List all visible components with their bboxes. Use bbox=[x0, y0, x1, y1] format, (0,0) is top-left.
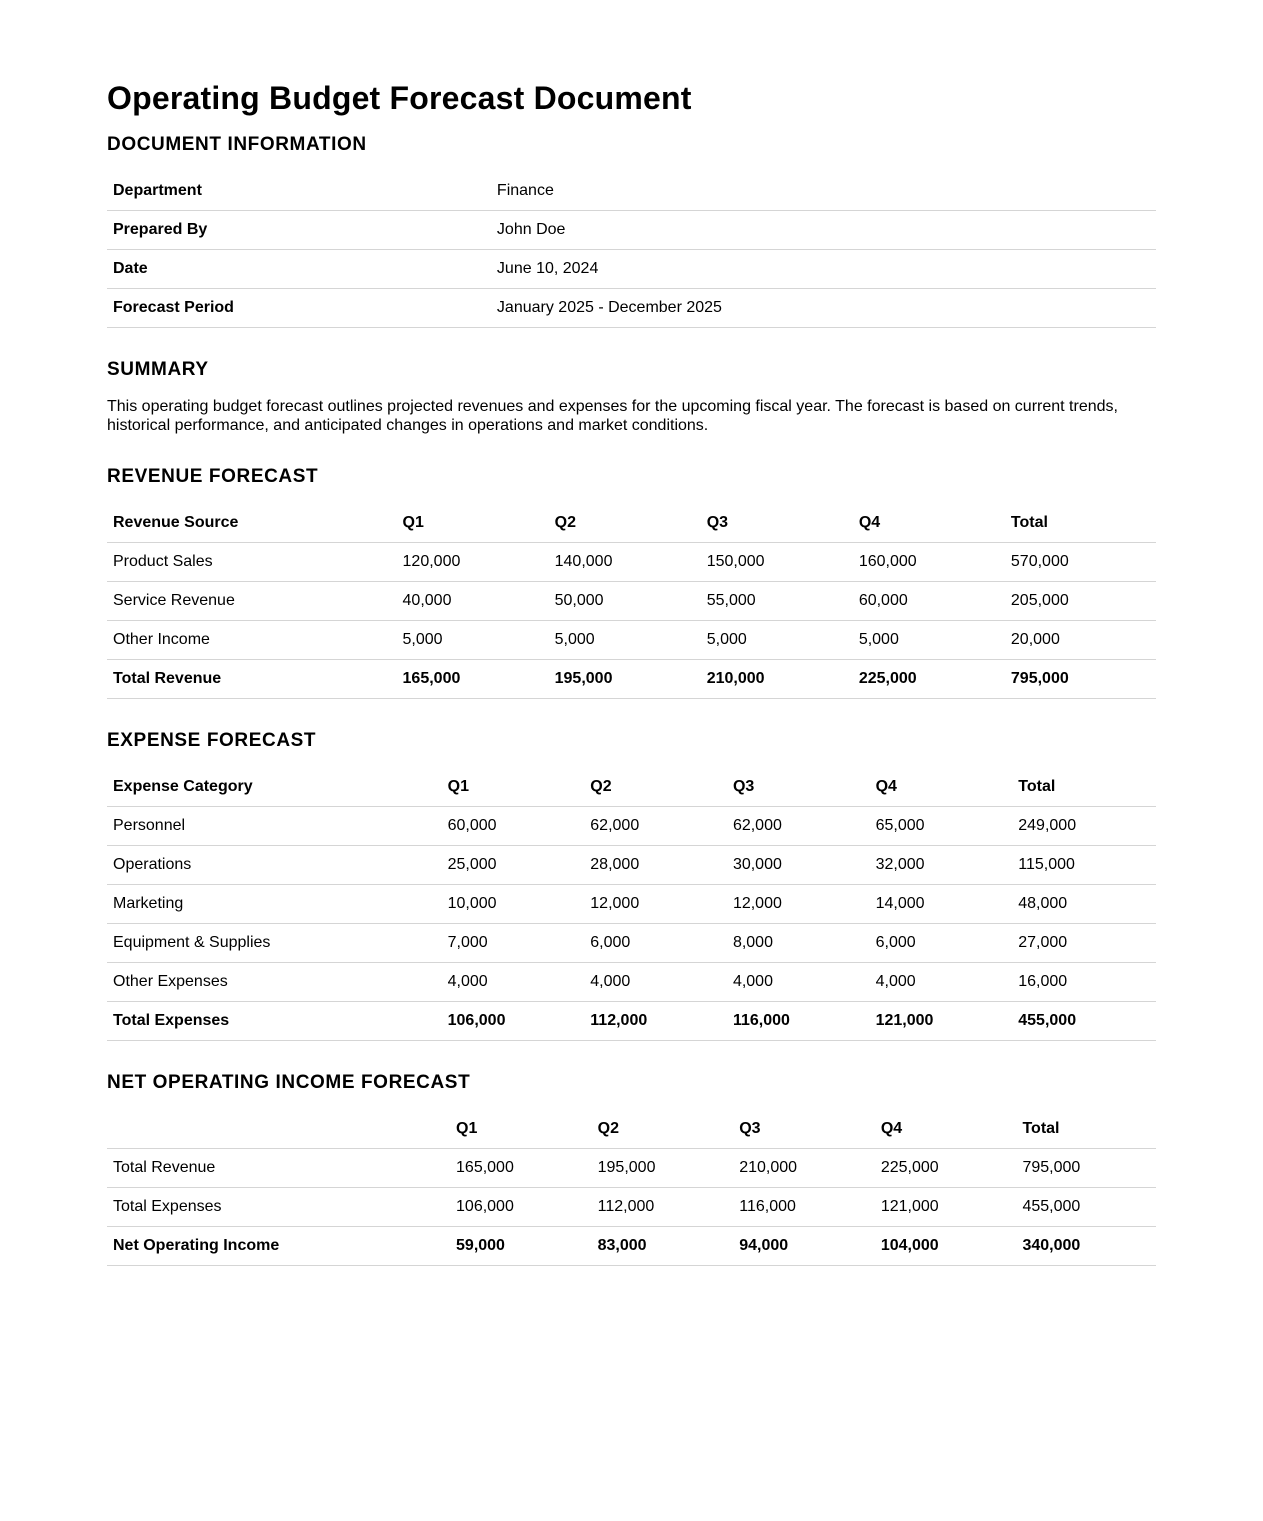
cell-value: 455,000 bbox=[1012, 1002, 1156, 1041]
row-label: Total Expenses bbox=[107, 1188, 450, 1227]
row-label: Total Revenue bbox=[107, 1149, 450, 1188]
cell-value: 55,000 bbox=[701, 582, 853, 621]
info-label: Prepared By bbox=[107, 211, 491, 250]
expense-forecast-heading: EXPENSE FORECAST bbox=[107, 730, 317, 751]
row-label: Operations bbox=[107, 846, 442, 885]
cell-value: 7,000 bbox=[442, 924, 585, 963]
cell-value: 28,000 bbox=[584, 846, 727, 885]
total-row bbox=[107, 1002, 1156, 1041]
cell-value: 32,000 bbox=[870, 846, 1013, 885]
row-label: Marketing bbox=[107, 885, 442, 924]
info-value: January 2025 - December 2025 bbox=[491, 289, 1156, 328]
table-row bbox=[107, 807, 1156, 846]
column-header: Q1 bbox=[397, 504, 549, 543]
cell-value: 340,000 bbox=[1016, 1227, 1156, 1266]
column-header: Q3 bbox=[727, 768, 870, 807]
table-row bbox=[107, 1149, 1156, 1188]
total-row bbox=[107, 1227, 1156, 1266]
cell-value: 12,000 bbox=[727, 885, 870, 924]
row-label: Equipment & Supplies bbox=[107, 924, 442, 963]
cell-value: 40,000 bbox=[397, 582, 549, 621]
net-operating-income-heading: NET OPERATING INCOME FORECAST bbox=[107, 1072, 471, 1093]
cell-value: 106,000 bbox=[450, 1188, 592, 1227]
cell-value: 94,000 bbox=[733, 1227, 875, 1266]
column-header: Q1 bbox=[442, 768, 585, 807]
expense-forecast-table bbox=[107, 768, 1156, 1041]
revenue-forecast-heading: REVENUE FORECAST bbox=[107, 466, 319, 487]
cell-value: 8,000 bbox=[727, 924, 870, 963]
summary-heading: SUMMARY bbox=[107, 359, 209, 380]
cell-value: 165,000 bbox=[450, 1149, 592, 1188]
total-row bbox=[107, 660, 1156, 699]
cell-value: 5,000 bbox=[397, 621, 549, 660]
cell-value: 116,000 bbox=[727, 1002, 870, 1041]
column-header-empty bbox=[107, 1110, 450, 1149]
cell-value: 140,000 bbox=[549, 543, 701, 582]
cell-value: 112,000 bbox=[584, 1002, 727, 1041]
cell-value: 570,000 bbox=[1005, 543, 1156, 582]
column-header: Q3 bbox=[701, 504, 853, 543]
cell-value: 205,000 bbox=[1005, 582, 1156, 621]
section-expense-forecast bbox=[107, 729, 1156, 1041]
cell-value: 60,000 bbox=[853, 582, 1005, 621]
cell-value: 106,000 bbox=[442, 1002, 585, 1041]
cell-value: 4,000 bbox=[870, 963, 1013, 1002]
table-row bbox=[107, 846, 1156, 885]
row-label: Other Income bbox=[107, 621, 397, 660]
row-label: Other Expenses bbox=[107, 963, 442, 1002]
cell-value: 795,000 bbox=[1005, 660, 1156, 699]
table-row bbox=[107, 963, 1156, 1002]
cell-value: 10,000 bbox=[442, 885, 585, 924]
column-header: Q3 bbox=[733, 1110, 875, 1149]
cell-value: 30,000 bbox=[727, 846, 870, 885]
column-header: Revenue Source bbox=[107, 504, 397, 543]
table-header-row bbox=[107, 1110, 1156, 1149]
info-row-forecast-period bbox=[107, 289, 1156, 328]
cell-value: 104,000 bbox=[875, 1227, 1017, 1266]
document-information-heading: DOCUMENT INFORMATION bbox=[107, 134, 367, 155]
cell-value: 195,000 bbox=[592, 1149, 734, 1188]
cell-value: 62,000 bbox=[584, 807, 727, 846]
cell-value: 5,000 bbox=[549, 621, 701, 660]
cell-value: 83,000 bbox=[592, 1227, 734, 1266]
cell-value: 25,000 bbox=[442, 846, 585, 885]
column-header: Total bbox=[1016, 1110, 1156, 1149]
section-net-operating-income-forecast bbox=[107, 1071, 1156, 1266]
cell-value: 4,000 bbox=[727, 963, 870, 1002]
row-label: Total Expenses bbox=[107, 1002, 442, 1041]
cell-value: 116,000 bbox=[733, 1188, 875, 1227]
table-row bbox=[107, 885, 1156, 924]
cell-value: 6,000 bbox=[584, 924, 727, 963]
row-label: Product Sales bbox=[107, 543, 397, 582]
cell-value: 210,000 bbox=[701, 660, 853, 699]
cell-value: 62,000 bbox=[727, 807, 870, 846]
row-label: Net Operating Income bbox=[107, 1227, 450, 1266]
table-row bbox=[107, 621, 1156, 660]
column-header: Q4 bbox=[853, 504, 1005, 543]
cell-value: 48,000 bbox=[1012, 885, 1156, 924]
cell-value: 59,000 bbox=[450, 1227, 592, 1266]
table-row bbox=[107, 582, 1156, 621]
cell-value: 120,000 bbox=[397, 543, 549, 582]
info-row-department bbox=[107, 172, 1156, 211]
info-label: Forecast Period bbox=[107, 289, 491, 328]
cell-value: 249,000 bbox=[1012, 807, 1156, 846]
table-row bbox=[107, 1188, 1156, 1227]
column-header: Q2 bbox=[549, 504, 701, 543]
column-header: Q2 bbox=[584, 768, 727, 807]
cell-value: 4,000 bbox=[442, 963, 585, 1002]
table-header-row bbox=[107, 768, 1156, 807]
column-header: Q1 bbox=[450, 1110, 592, 1149]
section-document-information bbox=[107, 133, 1156, 328]
cell-value: 225,000 bbox=[875, 1149, 1017, 1188]
cell-value: 160,000 bbox=[853, 543, 1005, 582]
column-header: Total bbox=[1012, 768, 1156, 807]
info-row-prepared-by bbox=[107, 211, 1156, 250]
section-revenue-forecast bbox=[107, 465, 1156, 699]
cell-value: 27,000 bbox=[1012, 924, 1156, 963]
cell-value: 5,000 bbox=[853, 621, 1005, 660]
cell-value: 121,000 bbox=[870, 1002, 1013, 1041]
column-header: Q4 bbox=[875, 1110, 1017, 1149]
table-row bbox=[107, 543, 1156, 582]
section-summary bbox=[107, 358, 1156, 435]
page-title: Operating Budget Forecast Document bbox=[107, 80, 692, 116]
cell-value: 115,000 bbox=[1012, 846, 1156, 885]
cell-value: 121,000 bbox=[875, 1188, 1017, 1227]
info-label: Date bbox=[107, 250, 491, 289]
cell-value: 6,000 bbox=[870, 924, 1013, 963]
row-label: Personnel bbox=[107, 807, 442, 846]
column-header: Q4 bbox=[870, 768, 1013, 807]
cell-value: 5,000 bbox=[701, 621, 853, 660]
cell-value: 225,000 bbox=[853, 660, 1005, 699]
cell-value: 210,000 bbox=[733, 1149, 875, 1188]
cell-value: 60,000 bbox=[442, 807, 585, 846]
cell-value: 165,000 bbox=[397, 660, 549, 699]
cell-value: 112,000 bbox=[592, 1188, 734, 1227]
table-header-row bbox=[107, 504, 1156, 543]
info-label: Department bbox=[107, 172, 491, 211]
revenue-forecast-table bbox=[107, 504, 1156, 699]
cell-value: 455,000 bbox=[1016, 1188, 1156, 1227]
cell-value: 4,000 bbox=[584, 963, 727, 1002]
row-label: Service Revenue bbox=[107, 582, 397, 621]
info-value: Finance bbox=[491, 172, 1156, 211]
table-row bbox=[107, 924, 1156, 963]
cell-value: 795,000 bbox=[1016, 1149, 1156, 1188]
cell-value: 195,000 bbox=[549, 660, 701, 699]
cell-value: 14,000 bbox=[870, 885, 1013, 924]
cell-value: 150,000 bbox=[701, 543, 853, 582]
info-value: John Doe bbox=[491, 211, 1156, 250]
document-information-table bbox=[107, 172, 1156, 328]
info-row-date bbox=[107, 250, 1156, 289]
column-header: Total bbox=[1005, 504, 1156, 543]
cell-value: 65,000 bbox=[870, 807, 1013, 846]
info-value: June 10, 2024 bbox=[491, 250, 1156, 289]
row-label: Total Revenue bbox=[107, 660, 397, 699]
cell-value: 12,000 bbox=[584, 885, 727, 924]
cell-value: 50,000 bbox=[549, 582, 701, 621]
column-header: Q2 bbox=[592, 1110, 734, 1149]
summary-text: This operating budget forecast outlines projected revenues and expenses for the upcoming fiscal year. The forecast is based on current trends, historical performance, and anticipated changes in operations and market conditions. bbox=[107, 398, 1118, 434]
net-operating-income-table bbox=[107, 1110, 1156, 1266]
cell-value: 16,000 bbox=[1012, 963, 1156, 1002]
column-header: Expense Category bbox=[107, 768, 442, 807]
cell-value: 20,000 bbox=[1005, 621, 1156, 660]
